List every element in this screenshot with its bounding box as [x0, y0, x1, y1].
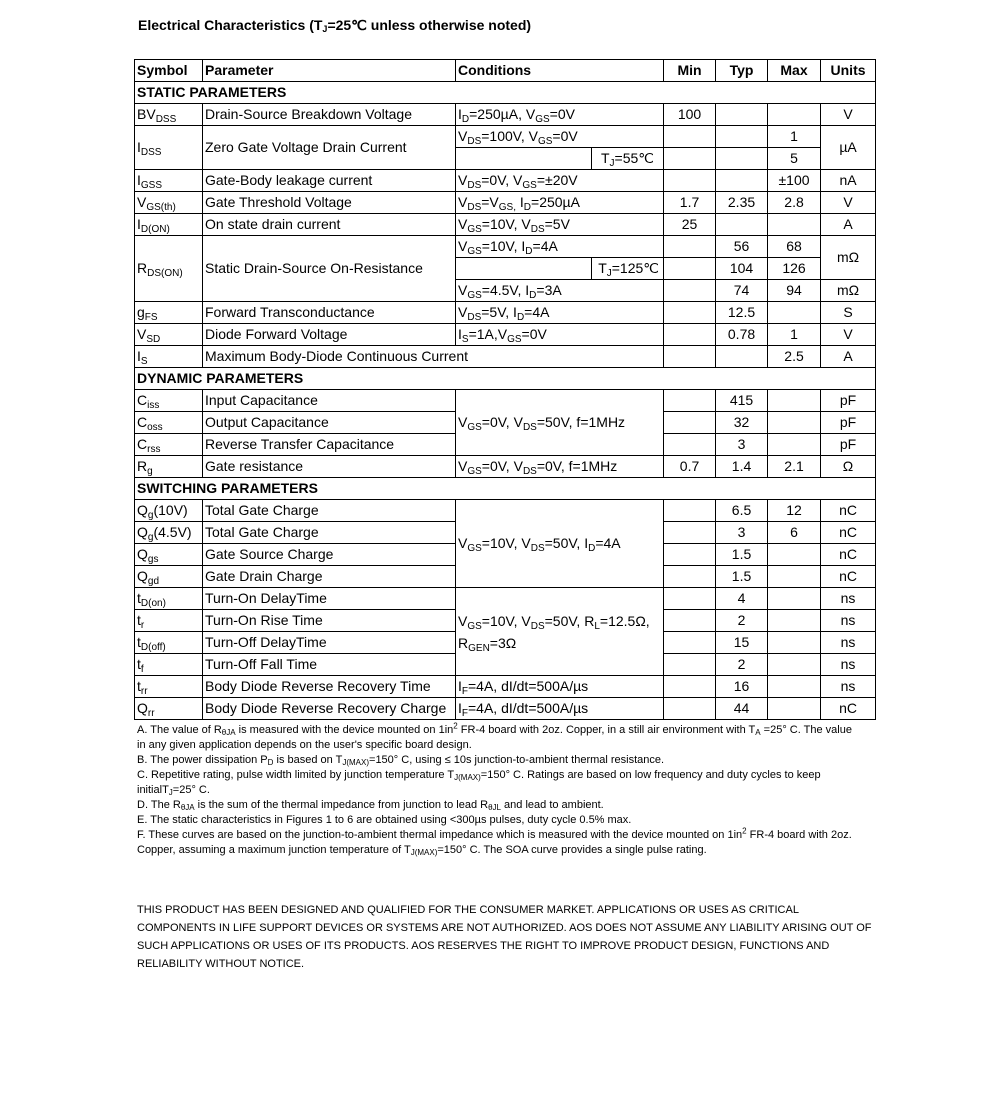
table-row [135, 456, 876, 478]
table-row [135, 302, 876, 324]
footnotes [137, 723, 857, 858]
conditions: $V_{GS}=10V$, $I_D=4A$ [456, 236, 664, 258]
min [664, 610, 716, 632]
min [664, 324, 716, 346]
typ: 104 [716, 258, 768, 280]
table-row [135, 500, 876, 522]
table-row [135, 170, 876, 192]
parameter: Gate-Body leakage current [203, 170, 456, 192]
min [664, 500, 716, 522]
section-row [135, 368, 876, 390]
typ: 6.5 [716, 500, 768, 522]
typ: 4 [716, 588, 768, 610]
col-conditions: Conditions [456, 60, 664, 82]
max: 2.5 [768, 346, 821, 368]
units: ns [821, 632, 876, 654]
symbol: $C_{iss}$ [135, 390, 203, 412]
symbol: $I_S$ [135, 346, 203, 368]
symbol: $Q_{gd}$ [135, 566, 203, 588]
typ [716, 126, 768, 148]
note-f: F. These curves are based on the junction-to-ambient thermal impedance which is measured with the device mounted on $1in^2$ FR-4 board with 2oz. Copper, assuming a maximum junction temperature of $T_{J(MAX)}=150^\circ$ C. The SOA curve provides a single pulse rating. [137, 826, 852, 857]
min: 25 [664, 214, 716, 236]
conditions: $V_{GS}=0V$, $V_{DS}=50V$, f=1MHz [456, 390, 664, 456]
min [664, 632, 716, 654]
max [768, 214, 821, 236]
max: 126 [768, 258, 821, 280]
units: nA [821, 170, 876, 192]
col-min: Min [664, 60, 716, 82]
col-units: Units [821, 60, 876, 82]
min [664, 588, 716, 610]
conditions: $I_F=4A$, dI/dt=500A/µs [456, 698, 664, 720]
conditions: $I_F=4A$, dI/dt=500A/µs [456, 676, 664, 698]
symbol: $BV_{DSS}$ [135, 104, 203, 126]
typ: 74 [716, 280, 768, 302]
min: 1.7 [664, 192, 716, 214]
table-row [135, 104, 876, 126]
section-dynamic: DYNAMIC PARAMETERS [135, 368, 876, 390]
parameter: Input Capacitance [203, 390, 456, 412]
units: V [821, 324, 876, 346]
min [664, 126, 716, 148]
units: ns [821, 654, 876, 676]
note-e: E. The static characteristics in Figures 1 to 6 are obtained using <300µs pulses, duty cycle 0.5% max. [137, 814, 632, 826]
typ: 3 [716, 434, 768, 456]
min: 100 [664, 104, 716, 126]
parameter: Gate Drain Charge [203, 566, 456, 588]
note-a: A. The value of $R_{\theta JA}$ is measured with the device mounted on $1in^2$ FR-4 board with 2oz. Copper, in a still air environment with $T_A =25^\circ$ C. The value in any given application depends on the user's specific board design. [137, 721, 852, 751]
conditions-temp: $T_J=55℃$ [592, 148, 664, 170]
max: 94 [768, 280, 821, 302]
conditions-temp: $T_J=125℃$ [592, 258, 664, 280]
parameter: Total Gate Charge [203, 500, 456, 522]
typ: 56 [716, 236, 768, 258]
min [664, 434, 716, 456]
max: ±100 [768, 170, 821, 192]
title-rest: =25℃ unless otherwise noted) [327, 17, 532, 33]
parameter: Turn-Off Fall Time [203, 654, 456, 676]
units: nC [821, 500, 876, 522]
typ: 0.78 [716, 324, 768, 346]
symbol: $I_{DSS}$ [135, 126, 203, 170]
table-row [135, 236, 876, 258]
section-row [135, 82, 876, 104]
typ [716, 214, 768, 236]
parameter: Gate Source Charge [203, 544, 456, 566]
typ: 1.5 [716, 566, 768, 588]
table-row [135, 588, 876, 610]
symbol: $t_{D(on)}$ [135, 588, 203, 610]
col-parameter: Parameter [203, 60, 456, 82]
note-c: C. Repetitive rating, pulse width limited by junction temperature $T_{J(MAX)}=150^\circ$ C. Ratings are based on low frequency and duty cycles to keep initialT$_J$=25° C. [137, 769, 821, 797]
max: 2.1 [768, 456, 821, 478]
units: Ω [821, 456, 876, 478]
units: nC [821, 698, 876, 720]
max [768, 104, 821, 126]
typ [716, 104, 768, 126]
max [768, 632, 821, 654]
symbol: $t_f$ [135, 654, 203, 676]
conditions: $V_{GS}=0V$, $V_{DS}=0V$, f=1MHz [456, 456, 664, 478]
section-switching: SWITCHING PARAMETERS [135, 478, 876, 500]
units: pF [821, 434, 876, 456]
min [664, 654, 716, 676]
conditions: $V_{DS}=100V$, $V_{GS}=0V$ [456, 126, 664, 148]
conditions: $V_{GS}=10V$, $V_{DS}=50V$, $R_L=12.5\Omega$, $R_{GEN}=3\Omega$ [456, 588, 664, 676]
units: A [821, 214, 876, 236]
note-d: D. The $R_{\theta JA}$ is the sum of the thermal impedance from junction to lead $R_{\theta JL}$ and lead to ambient. [137, 799, 604, 812]
parameter: Zero Gate Voltage Drain Current [203, 126, 456, 170]
parameter: Maximum Body-Diode Continuous Current [203, 346, 664, 368]
table-header-row [135, 60, 876, 82]
max [768, 566, 821, 588]
max: 5 [768, 148, 821, 170]
units: µA [821, 126, 876, 170]
conditions: $I_S=1A,V_{GS}=0V$ [456, 324, 664, 346]
symbol: $V_{SD}$ [135, 324, 203, 346]
units: V [821, 104, 876, 126]
title-main: Electrical Characteristics (T [138, 17, 323, 33]
symbol: $I_{GSS}$ [135, 170, 203, 192]
conditions: $V_{DS}=5V$, $I_D=4A$ [456, 302, 664, 324]
table-row [135, 698, 876, 720]
typ: 1.5 [716, 544, 768, 566]
units: ns [821, 676, 876, 698]
min [664, 236, 716, 258]
max: 12 [768, 500, 821, 522]
typ: 15 [716, 632, 768, 654]
parameter: Gate resistance [203, 456, 456, 478]
typ [716, 170, 768, 192]
max [768, 434, 821, 456]
typ: 16 [716, 676, 768, 698]
min [664, 280, 716, 302]
note-b: B. The power dissipation $P_D$ is based on $T_{J(MAX)}=150^\circ$ C, using ≤ 10s junction-to-ambient thermal resistance. [137, 754, 665, 767]
typ: 415 [716, 390, 768, 412]
symbol-suffix: (4.5V) [153, 524, 192, 540]
max [768, 654, 821, 676]
col-max: Max [768, 60, 821, 82]
conditions: $I_D=250\mu A$, $V_{GS}=0V$ [456, 104, 664, 126]
typ: 2 [716, 654, 768, 676]
parameter: Gate Threshold Voltage [203, 192, 456, 214]
title-sub: J [322, 24, 328, 34]
conditions: $V_{DS}=V_{GS,}$ $I_D=250\mu A$ [456, 192, 664, 214]
typ [716, 346, 768, 368]
symbol: $Q_g(4.5V)$ [135, 522, 203, 544]
table-row [135, 676, 876, 698]
col-typ: Typ [716, 60, 768, 82]
max: 2.8 [768, 192, 821, 214]
max [768, 390, 821, 412]
parameter: Drain-Source Breakdown Voltage [203, 104, 456, 126]
conditions-blank [456, 148, 592, 170]
units: nC [821, 566, 876, 588]
symbol-suffix: (10V) [153, 502, 188, 518]
parameter: Body Diode Reverse Recovery Charge [203, 698, 456, 720]
parameter: Reverse Transfer Capacitance [203, 434, 456, 456]
max: 1 [768, 324, 821, 346]
electrical-characteristics-table [134, 59, 876, 720]
symbol: $C_{oss}$ [135, 412, 203, 434]
units: mΩ [821, 236, 876, 280]
section-static: STATIC PARAMETERS [135, 82, 876, 104]
parameter: Forward Transconductance [203, 302, 456, 324]
min [664, 676, 716, 698]
conditions: $V_{GS}=10V$, $V_{DS}=50V$, $I_D=4A$ [456, 500, 664, 588]
units: S [821, 302, 876, 324]
parameter: Turn-On Rise Time [203, 610, 456, 632]
min [664, 566, 716, 588]
symbol: $R_{DS(ON)}$ [135, 236, 203, 302]
typ [716, 148, 768, 170]
table-row [135, 126, 876, 148]
max: 6 [768, 522, 821, 544]
typ: 44 [716, 698, 768, 720]
typ: 12.5 [716, 302, 768, 324]
max [768, 302, 821, 324]
table-row [135, 192, 876, 214]
units: nC [821, 544, 876, 566]
min [664, 412, 716, 434]
symbol: $Q_{gs}$ [135, 544, 203, 566]
units: nC [821, 522, 876, 544]
parameter: Turn-Off DelayTime [203, 632, 456, 654]
typ: 2.35 [716, 192, 768, 214]
min [664, 390, 716, 412]
table-row [135, 214, 876, 236]
table-row [135, 324, 876, 346]
min: 0.7 [664, 456, 716, 478]
max [768, 676, 821, 698]
parameter: Static Drain-Source On-Resistance [203, 236, 456, 302]
symbol: $Q_g(10V)$ [135, 500, 203, 522]
min [664, 258, 716, 280]
parameter: On state drain current [203, 214, 456, 236]
units: A [821, 346, 876, 368]
min [664, 698, 716, 720]
conditions: $V_{GS}=4.5V$, $I_D=3A$ [456, 280, 664, 302]
parameter: Diode Forward Voltage [203, 324, 456, 346]
units: V [821, 192, 876, 214]
table-row [135, 390, 876, 412]
max [768, 698, 821, 720]
typ: 2 [716, 610, 768, 632]
min [664, 170, 716, 192]
note-b-lead: B. The power dissipation P [137, 754, 268, 766]
conditions: $V_{GS}=10V$, $V_{DS}=5V$ [456, 214, 664, 236]
max [768, 588, 821, 610]
units: pF [821, 390, 876, 412]
conditions: $V_{DS}=0V$, $V_{GS}=\pm 20V$ [456, 170, 664, 192]
parameter: Total Gate Charge [203, 522, 456, 544]
max: 68 [768, 236, 821, 258]
units: pF [821, 412, 876, 434]
symbol: $R_g$ [135, 456, 203, 478]
col-symbol: Symbol [135, 60, 203, 82]
min [664, 522, 716, 544]
section-row [135, 478, 876, 500]
max: 1 [768, 126, 821, 148]
parameter: Output Capacitance [203, 412, 456, 434]
symbol: $t_r$ [135, 610, 203, 632]
units: mΩ [821, 280, 876, 302]
parameter: Body Diode Reverse Recovery Time [203, 676, 456, 698]
min [664, 544, 716, 566]
min [664, 346, 716, 368]
units: ns [821, 610, 876, 632]
max [768, 544, 821, 566]
symbol: $Q_{rr}$ [135, 698, 203, 720]
conditions-blank [456, 258, 592, 280]
symbol: $V_{GS(th)}$ [135, 192, 203, 214]
disclaimer: THIS PRODUCT HAS BEEN DESIGNED AND QUALIFIED FOR THE CONSUMER MARKET. APPLICATIONS OR USES AS CRITICAL COMPONENTS IN LIFE SUPPORT DEVICES OR SYSTEMS ARE NOT AUTHORIZED. AOS DOES NOT ASSUME ANY LIABILITY ARISING OUT OF SUCH APPLICATIONS OR USES OF ITS PRODUCTS. AOS RESERVES THE RIGHT TO IMPROVE PRODUCT DESIGN, FUNCTIONS AND RELIABILITY WITHOUT NOTICE. [137, 904, 872, 970]
typ: 1.4 [716, 456, 768, 478]
page-title [138, 17, 531, 34]
units: ns [821, 588, 876, 610]
max [768, 610, 821, 632]
min [664, 148, 716, 170]
parameter: Turn-On DelayTime [203, 588, 456, 610]
table-row [135, 346, 876, 368]
min [664, 302, 716, 324]
symbol: $t_{D(off)}$ [135, 632, 203, 654]
typ: 3 [716, 522, 768, 544]
max [768, 412, 821, 434]
typ: 32 [716, 412, 768, 434]
symbol: $C_{rss}$ [135, 434, 203, 456]
symbol: $t_{rr}$ [135, 676, 203, 698]
symbol: $g_{FS}$ [135, 302, 203, 324]
symbol: $I_{D(ON)}$ [135, 214, 203, 236]
